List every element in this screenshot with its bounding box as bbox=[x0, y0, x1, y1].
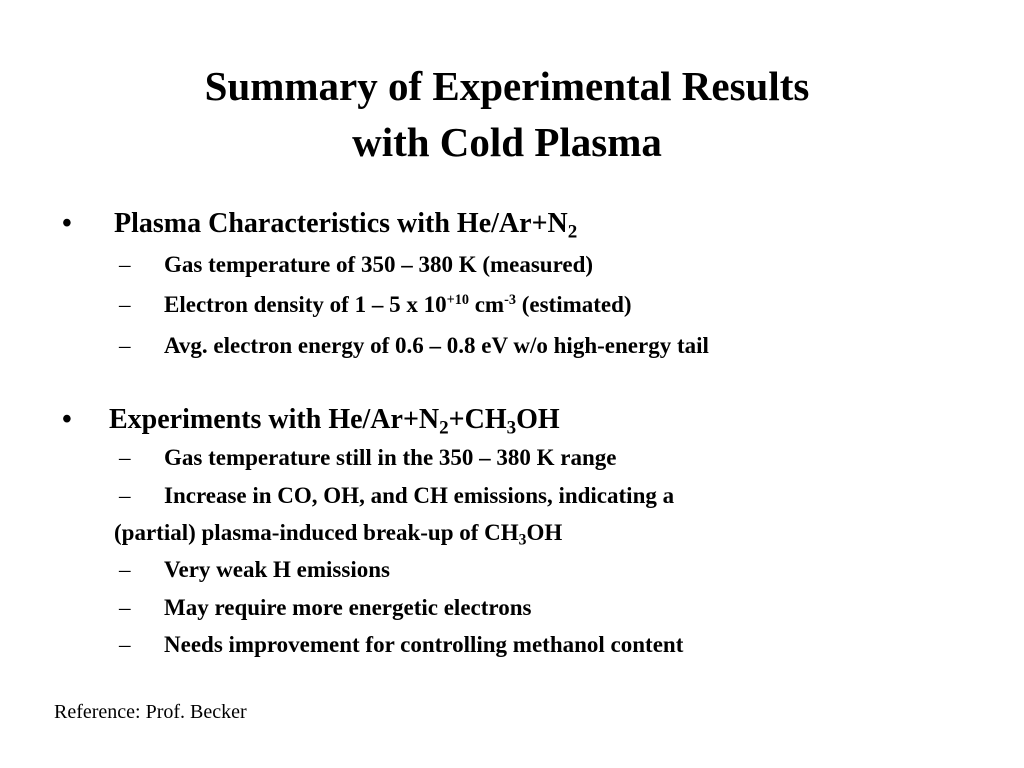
dash-mark: – bbox=[119, 483, 131, 508]
bullet-mark: • bbox=[62, 404, 72, 435]
dash-mark: – bbox=[119, 292, 131, 317]
reference-note: Reference: Prof. Becker bbox=[54, 701, 247, 723]
dash-mark: – bbox=[119, 252, 131, 277]
title-line-2: with Cold Plasma bbox=[352, 119, 662, 165]
section1-heading-text: Plasma Characteristics with $He/Ar+N_2$ bbox=[114, 208, 578, 243]
dash-mark: – bbox=[119, 333, 131, 358]
dash-mark: – bbox=[119, 557, 131, 582]
title-line-1: Summary of Experimental Results bbox=[204, 63, 810, 109]
section2-heading-text: Experiments with $He/Ar+N_2+CH_3OH$ bbox=[109, 404, 560, 439]
dash-mark: – bbox=[119, 595, 131, 620]
dash-mark: – bbox=[119, 632, 131, 657]
section2-item-emissions-continuation: (partial) plasma-induced break-up of $CH_3OH$ bbox=[114, 520, 563, 549]
bullet-mark: • bbox=[62, 208, 72, 239]
slide-title bbox=[0, 58, 1014, 170]
dash-mark: – bbox=[119, 445, 131, 470]
